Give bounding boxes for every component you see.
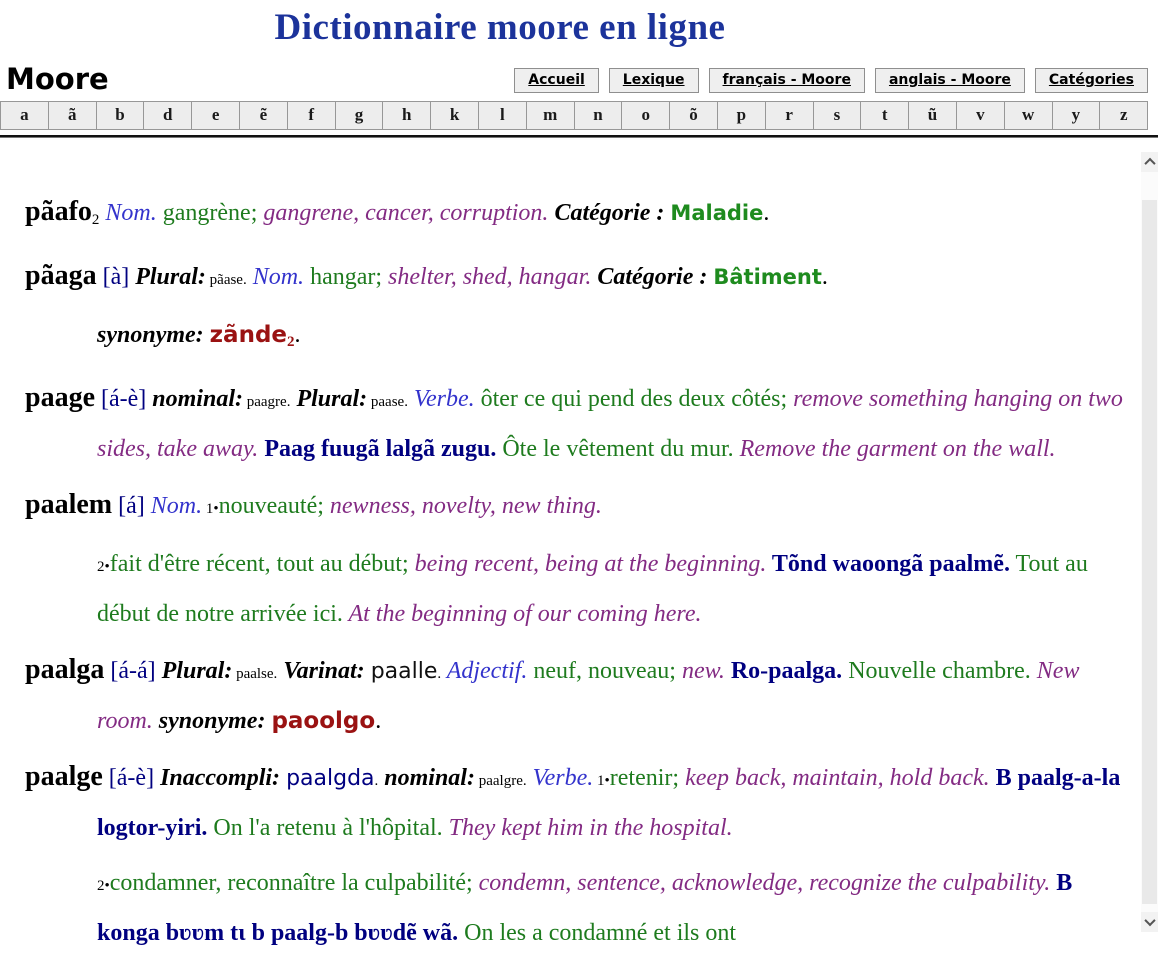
dictionary-entry-paalge bbox=[25, 753, 1128, 957]
punctuation: . bbox=[821, 264, 828, 290]
moore-example: Paag fuugã lalgã zugu. bbox=[258, 436, 497, 462]
dictionary-content bbox=[0, 138, 1158, 957]
grammar-label: Catégorie : bbox=[591, 264, 714, 290]
alphabet-letter-ẽ[interactable]: ẽ bbox=[239, 101, 288, 130]
headword: pãafo bbox=[25, 196, 92, 227]
variant-form: paalle bbox=[370, 659, 438, 684]
french-gloss: gangrène; bbox=[156, 200, 258, 226]
tone-pattern: [á-è] bbox=[95, 386, 153, 412]
french-gloss: retenir; bbox=[609, 765, 680, 791]
inflected-form: paagre. bbox=[242, 394, 291, 410]
alphabet-bar bbox=[0, 101, 1148, 130]
alphabet-letter-ã[interactable]: ã bbox=[48, 101, 97, 130]
inflected-form: paalse. bbox=[232, 666, 278, 682]
alphabet-letter-g[interactable]: g bbox=[335, 101, 384, 130]
english-gloss: shelter, shed, hangar. bbox=[382, 264, 592, 290]
entry-paragraph bbox=[25, 312, 1128, 366]
part-of-speech: Nom. bbox=[246, 264, 305, 290]
alphabet-letter-f[interactable]: f bbox=[287, 101, 336, 130]
alphabet-letter-s[interactable]: s bbox=[813, 101, 862, 130]
french-gloss: Tout au début de notre arrivée ici. bbox=[97, 551, 1088, 627]
entry-paragraph bbox=[25, 188, 1128, 244]
tab-anglais-moore[interactable]: anglais - Moore bbox=[875, 68, 1025, 93]
punctuation: . bbox=[294, 322, 301, 348]
headword: paalge bbox=[25, 761, 103, 792]
grammar-label: synonyme: bbox=[97, 322, 210, 348]
inflected-form: pãase. bbox=[205, 272, 247, 288]
page-title: Dictionnaire moore en ligne bbox=[274, 7, 726, 48]
english-gloss: keep back, maintain, hold back. bbox=[679, 765, 990, 791]
alphabet-letter-k[interactable]: k bbox=[430, 101, 479, 130]
english-gloss: condemn, sentence, acknowledge, recognize the culpability. bbox=[472, 870, 1051, 896]
french-gloss: nouveauté; bbox=[218, 493, 324, 519]
sense-number: 1• bbox=[202, 501, 219, 517]
tone-pattern: [á-á] bbox=[104, 658, 162, 684]
grammar-label: nominal: bbox=[152, 386, 243, 412]
tone-pattern: [á-è] bbox=[102, 765, 161, 791]
sense-number: 2• bbox=[97, 559, 110, 575]
scroll-up-button[interactable] bbox=[1141, 152, 1158, 172]
english-gloss: New room. bbox=[97, 658, 1080, 734]
alphabet-letter-o[interactable]: o bbox=[621, 101, 670, 130]
french-gloss: fait d'être récent, tout au début; bbox=[109, 551, 409, 577]
alphabet-letter-õ[interactable]: õ bbox=[669, 101, 718, 130]
alphabet-letter-a[interactable]: a bbox=[0, 101, 49, 130]
punctuation: . bbox=[763, 200, 770, 226]
grammar-label: synonyme: bbox=[152, 708, 272, 734]
headword: paage bbox=[25, 382, 95, 413]
entry-paragraph bbox=[25, 541, 1128, 638]
part-of-speech: Nom. bbox=[99, 200, 157, 226]
alphabet-letter-h[interactable]: h bbox=[382, 101, 431, 130]
tone-pattern: [á] bbox=[112, 493, 145, 519]
vertical-scrollbar[interactable] bbox=[1141, 152, 1158, 932]
dictionary-entry-paafo bbox=[25, 188, 1128, 244]
moore-example: Tõnd waoongã paalmẽ. bbox=[766, 551, 1010, 577]
dictionary-entry-paage bbox=[25, 374, 1128, 473]
french-gloss: On l'a retenu à l'hôpital. bbox=[207, 815, 443, 841]
inflected-form: paalgre. bbox=[474, 773, 527, 789]
scroll-down-button[interactable] bbox=[1141, 912, 1158, 932]
category-link[interactable]: Bâtiment bbox=[713, 265, 822, 289]
chevron-down-icon bbox=[1144, 915, 1155, 926]
homonym-index: 2 bbox=[287, 334, 295, 350]
alphabet-letter-z[interactable]: z bbox=[1099, 101, 1148, 130]
alphabet-letter-t[interactable]: t bbox=[860, 101, 909, 130]
part-of-speech: Adjectif. bbox=[441, 658, 528, 684]
alphabet-letter-l[interactable]: l bbox=[478, 101, 527, 130]
scrollbar-thumb[interactable] bbox=[1142, 200, 1157, 904]
sense-number: 2• bbox=[97, 878, 110, 894]
moore-example: B konga bʋʋm tɩ b paalg-b bʋʋdẽ wã. bbox=[97, 870, 1073, 946]
inflected-form: paase. bbox=[367, 394, 408, 410]
grammar-label: Varinat: bbox=[277, 658, 371, 684]
punctuation: . bbox=[375, 708, 382, 734]
alphabet-letter-ũ[interactable]: ũ bbox=[908, 101, 957, 130]
part-of-speech: Nom. bbox=[144, 493, 203, 519]
alphabet-letter-m[interactable]: m bbox=[526, 101, 575, 130]
entry-paragraph bbox=[25, 252, 1128, 304]
entry-paragraph bbox=[25, 374, 1128, 473]
moore-example: Ro-paalga. bbox=[724, 658, 843, 684]
french-gloss: ôter ce qui pend des deux côtés; bbox=[474, 386, 788, 412]
tab-accueil[interactable]: Accueil bbox=[514, 68, 599, 93]
dictionary-entry-paalem bbox=[25, 481, 1128, 638]
alphabet-letter-r[interactable]: r bbox=[765, 101, 814, 130]
alphabet-letter-w[interactable]: w bbox=[1004, 101, 1053, 130]
part-of-speech: Verbe. bbox=[407, 386, 475, 412]
inflected-form: . bbox=[437, 666, 442, 682]
grammar-label: Plural: bbox=[290, 386, 368, 412]
headword: paalem bbox=[25, 489, 113, 520]
headword: pãaga bbox=[25, 260, 97, 291]
english-gloss: remove something hanging on two sides, take away. bbox=[97, 386, 1123, 462]
sense-number: 1• bbox=[593, 773, 610, 789]
english-gloss: They kept him in the hospital. bbox=[442, 815, 733, 841]
tab-cat-gories[interactable]: Catégories bbox=[1035, 68, 1148, 93]
nav-tabs bbox=[514, 68, 1148, 93]
entry-paragraph bbox=[25, 481, 1128, 533]
french-gloss: On les a condamné et ils ont bbox=[458, 920, 737, 946]
grammar-label: Plural: bbox=[161, 658, 233, 684]
english-gloss: At the beginning of our coming here. bbox=[342, 601, 702, 627]
synonym-link[interactable]: zãnde bbox=[209, 322, 288, 348]
alphabet-letter-y[interactable]: y bbox=[1052, 101, 1101, 130]
part-of-speech: Verbe. bbox=[526, 765, 594, 791]
moore-example: B paalg-a-la logtor-yiri. bbox=[97, 765, 1121, 841]
tab-lexique[interactable]: Lexique bbox=[609, 68, 699, 93]
french-gloss: Nouvelle chambre. bbox=[842, 658, 1031, 684]
english-gloss: being recent, being at the beginning. bbox=[408, 551, 767, 577]
alphabet-letter-d[interactable]: d bbox=[143, 101, 192, 130]
category-link[interactable]: Maladie bbox=[670, 201, 764, 225]
entry-paragraph bbox=[25, 646, 1128, 745]
english-gloss: Remove the garment on the wall. bbox=[733, 436, 1056, 462]
english-gloss: new. bbox=[675, 658, 725, 684]
grammar-label: Plural: bbox=[135, 264, 206, 290]
grammar-label: Inaccompli: bbox=[160, 765, 287, 791]
alphabet-letter-n[interactable]: n bbox=[574, 101, 623, 130]
english-gloss: newness, novelty, new thing. bbox=[323, 493, 602, 519]
header-row bbox=[6, 62, 1148, 96]
dictionary-entry-paaga bbox=[25, 252, 1128, 366]
language-heading: Moore bbox=[6, 62, 109, 96]
grammar-label: nominal: bbox=[378, 765, 475, 791]
french-gloss: neuf, nouveau; bbox=[527, 658, 676, 684]
alphabet-letter-b[interactable]: b bbox=[96, 101, 145, 130]
chevron-up-icon bbox=[1144, 158, 1155, 169]
entry-paragraph bbox=[25, 753, 1128, 852]
headword: paalga bbox=[25, 654, 105, 685]
tone-pattern: [à] bbox=[96, 264, 136, 290]
alphabet-letter-v[interactable]: v bbox=[956, 101, 1005, 130]
homonym-index: 2 bbox=[91, 212, 100, 228]
alphabet-letter-p[interactable]: p bbox=[717, 101, 766, 130]
french-gloss: hangar; bbox=[304, 264, 383, 290]
entry-paragraph bbox=[25, 860, 1128, 957]
dictionary-entry-paalga bbox=[25, 646, 1128, 745]
english-gloss: gangrene, cancer, corruption. bbox=[257, 200, 549, 226]
tab-fran-ais-moore[interactable]: français - Moore bbox=[709, 68, 865, 93]
grammar-label: Catégorie : bbox=[548, 200, 671, 226]
inflected-form: . bbox=[374, 773, 379, 789]
inflected-form: paalgda bbox=[286, 766, 375, 791]
french-gloss: condamner, reconnaître la culpabilité; bbox=[109, 870, 473, 896]
alphabet-letter-e[interactable]: e bbox=[191, 101, 240, 130]
french-gloss: Ôte le vêtement du mur. bbox=[496, 436, 734, 462]
synonym-link[interactable]: paoolgo bbox=[271, 708, 376, 734]
